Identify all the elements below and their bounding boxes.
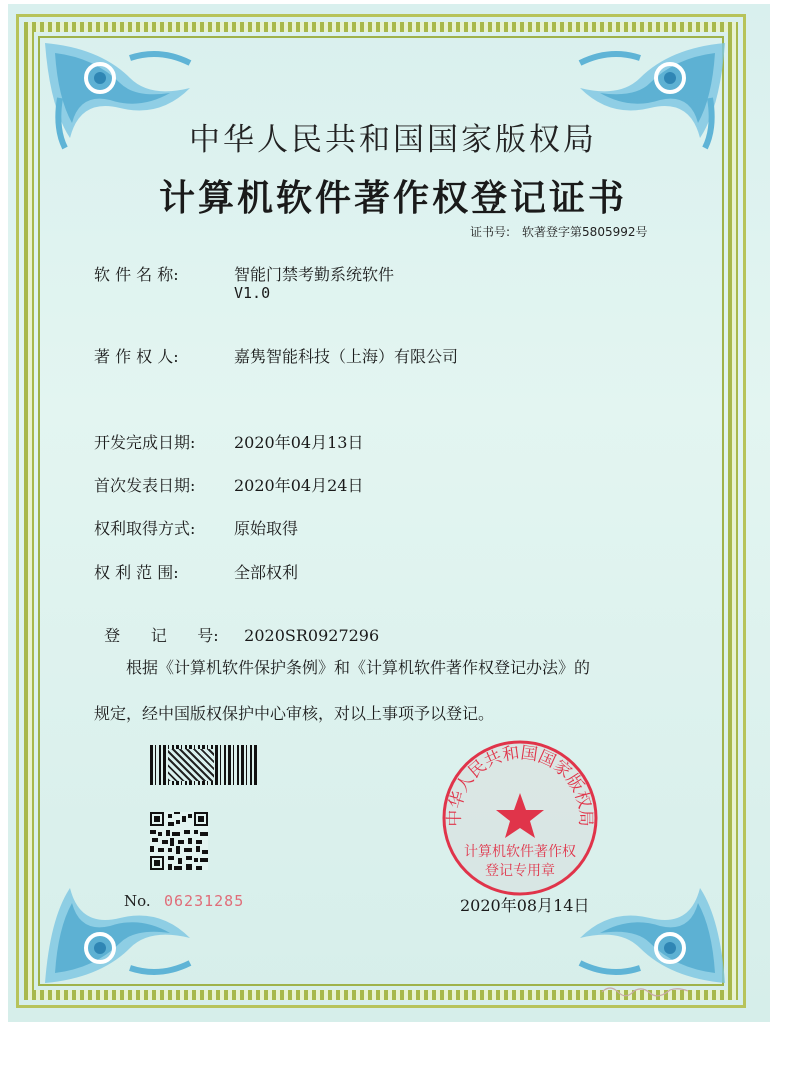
field-owner xyxy=(94,344,458,367)
field-label: 权利取得方式: xyxy=(94,519,196,538)
issue-date: 2020年08月14日 xyxy=(460,896,590,915)
field-value: 原始取得 xyxy=(234,519,299,538)
field-label: 登 记 号: xyxy=(104,626,219,645)
field-acquisition xyxy=(94,516,298,539)
serial-no-label: No. xyxy=(124,892,151,910)
field-registration xyxy=(94,604,379,646)
field-label: 软 件 名 称: xyxy=(94,265,179,284)
field-value: 2020SR0927296 xyxy=(244,626,380,645)
seal-line2: 登记专用章 xyxy=(485,863,555,879)
cert-no-value: 软著登字第5805992号 xyxy=(522,225,648,239)
cert-no-label: 证书号: xyxy=(470,225,511,239)
field-value: 全部权利 xyxy=(234,563,299,582)
qr-code-icon xyxy=(150,812,208,870)
field-software-name xyxy=(94,262,395,302)
corner-ornament-bottom-left xyxy=(40,868,210,988)
serial-no-value: 06231285 xyxy=(164,892,245,910)
field-value: 2020年04月13日 xyxy=(234,433,364,452)
field-dev-date xyxy=(94,430,363,453)
issuing-authority: 中华人民共和国国家版权局 xyxy=(189,122,597,158)
field-value: 2020年04月24日 xyxy=(234,476,364,495)
barcode-icon xyxy=(150,745,258,785)
field-pub-date xyxy=(94,473,363,496)
body-text-line1: 根据《计算机软件保护条例》和《计算机软件著作权登记办法》的 xyxy=(126,658,591,677)
signature-scribble xyxy=(600,982,690,998)
field-label: 首次发表日期: xyxy=(94,476,196,495)
official-seal xyxy=(440,738,600,898)
seal-line1: 计算机软件著作权 xyxy=(464,844,576,860)
field-value: 智能门禁考勤系统软件 xyxy=(234,265,395,284)
software-version: V1.0 xyxy=(234,284,271,302)
field-label: 权 利 范 围: xyxy=(94,563,179,582)
field-scope xyxy=(94,560,298,583)
field-label: 著 作 权 人: xyxy=(94,347,179,366)
certificate-title: 计算机软件著作权登记证书 xyxy=(158,177,627,219)
certificate-number xyxy=(470,223,648,240)
field-value: 嘉隽智能科技（上海）有限公司 xyxy=(234,347,459,366)
body-text-line2: 规定，经中国版权保护中心审核，对以上事项予以登记。 xyxy=(94,704,495,723)
seal-ring-text: 中华人民共和国国家版权局 xyxy=(444,743,596,827)
field-label: 开发完成日期: xyxy=(94,433,196,452)
